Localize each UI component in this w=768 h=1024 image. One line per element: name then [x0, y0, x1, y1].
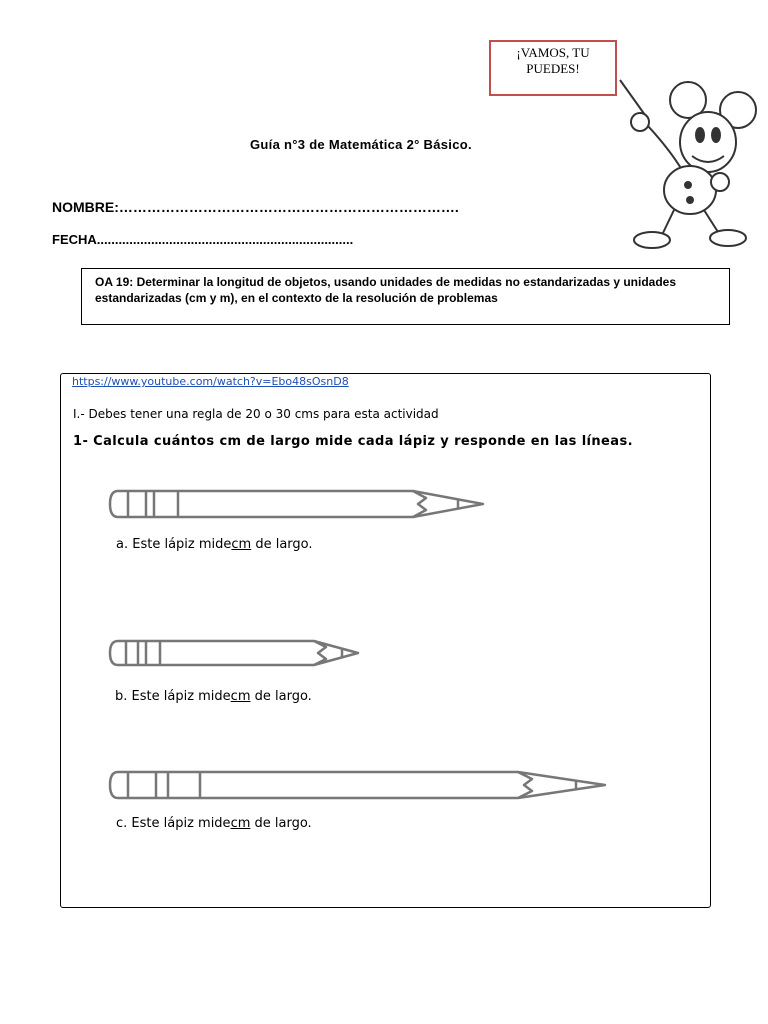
answer-c — [116, 816, 312, 831]
speech-bubble — [489, 40, 617, 96]
answer-b-prefix: Este lápiz mide — [131, 689, 231, 704]
answer-b-suffix: de largo. — [250, 689, 312, 704]
bubble-line-1: ¡VAMOS, TU — [516, 45, 590, 60]
answer-c-unit: cm — [230, 816, 251, 831]
name-field: NOMBRE:………………………………………………………………. — [52, 199, 459, 215]
answer-b-marker: b. — [115, 689, 128, 704]
answer-a-suffix: de largo. — [251, 537, 313, 552]
answer-b-unit: cm — [230, 689, 251, 704]
date-field: FECHA....................................................................... — [52, 232, 354, 247]
answer-c-marker: c. — [116, 816, 128, 831]
objective-text: OA 19: Determinar la longitud de objetos, usando unidades de medidas no estandarizadas y unidades estandarizadas (cm y m), en el contexto de la resolución de problemas — [95, 275, 677, 305]
instruction-text: I.- Debes tener una regla de 20 o 30 cms para esta actividad — [73, 407, 439, 421]
mascot-illustration — [600, 60, 760, 250]
objective-box — [81, 268, 730, 325]
question-1: 1- Calcula cuántos cm de largo mide cada lápiz y responde en las líneas. — [73, 434, 633, 449]
answer-a — [116, 537, 313, 552]
answer-b — [115, 689, 312, 704]
pencil-b-icon — [108, 636, 364, 670]
answer-c-prefix: Este lápiz mide — [131, 816, 231, 831]
pencil-c-icon — [108, 767, 610, 803]
answer-a-unit: cm — [231, 537, 252, 552]
answer-c-suffix: de largo. — [250, 816, 312, 831]
answer-a-prefix: Este lápiz mide — [132, 537, 232, 552]
pencil-a-icon — [108, 486, 488, 522]
answer-a-marker: a. — [116, 537, 129, 552]
video-link[interactable]: https://www.youtube.com/watch?v=Ebo48sOsnD8 — [72, 375, 349, 388]
page-title: Guía n°3 de Matemática 2° Básico. — [250, 137, 472, 152]
bubble-line-2: PUEDES! — [526, 61, 580, 76]
